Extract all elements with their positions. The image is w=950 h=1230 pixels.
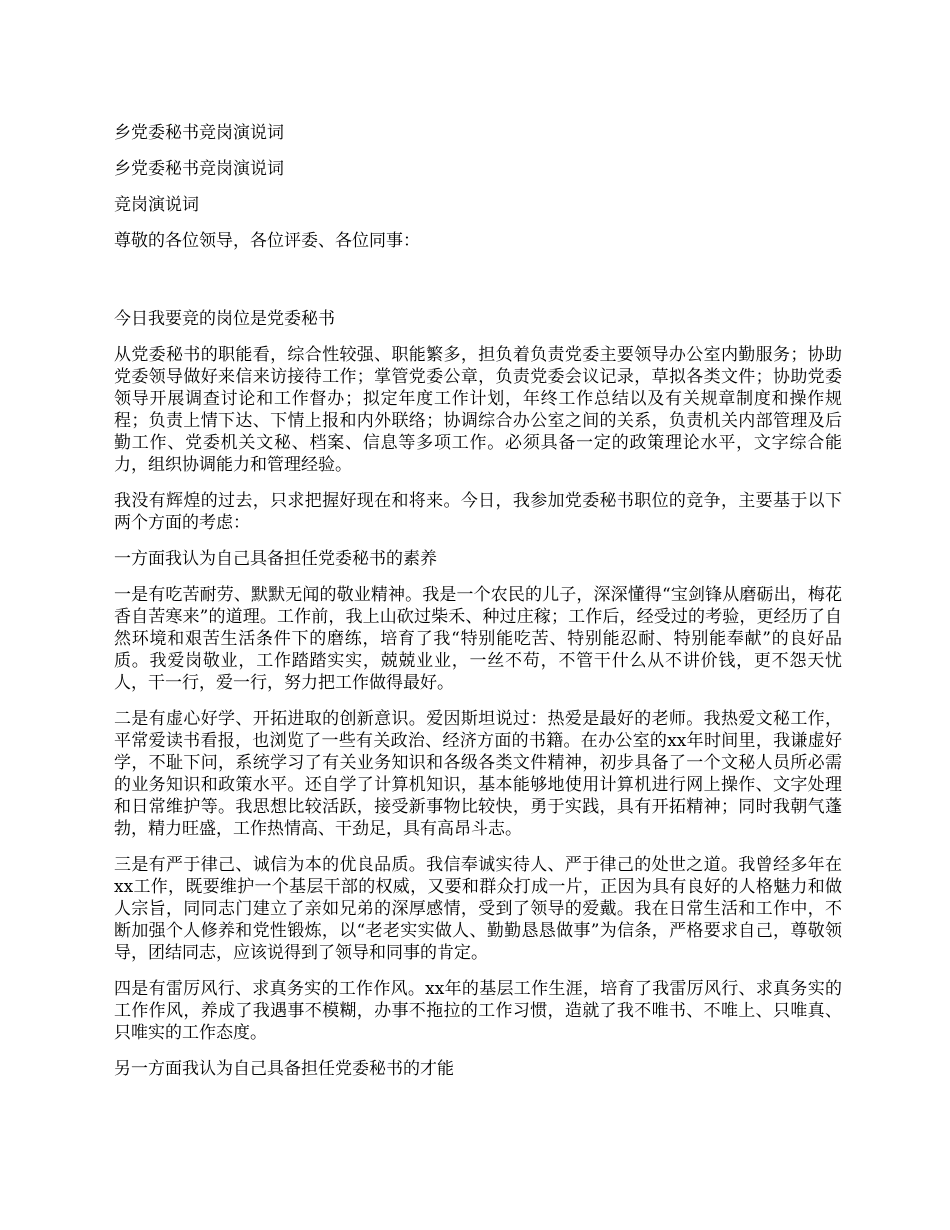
paragraph-point-four: 四是有雷厉风行、求真务实的工作作风。xx年的基层工作生涯，培育了我雷厉风行、求真务实的工作作风，养成了我遇事不模糊，办事不拖拉的工作习惯，造就了我不唯书、不唯上、只唯真、只唯实的工作态度。 bbox=[114, 979, 842, 1043]
document-subtitle: 乡党委秘书竞岗演说词 bbox=[114, 159, 284, 179]
paragraph-section-ability: 另一方面我认为自己具备担任党委秘书的才能 bbox=[114, 1059, 454, 1079]
document-title: 乡党委秘书竞岗演说词 bbox=[114, 123, 284, 143]
paragraph-point-one: 一是有吃苦耐劳、默默无闻的敬业精神。我是一个农民的儿子，深深懂得“宝剑锋从磨砺出，梅花香自苦寒来”的道理。工作前，我上山砍过柴禾、种过庄稼；工作后，经受过的考验，更经历了自然环境和艰苦生活条件下的磨练，培育了我“特别能吃苦、特别能忍耐、特别能奉献”的良好品质。我爱岗敬业，工作踏踏实实，兢兢业业，一丝不苟，不管干什么从不讲价钱，更不怨天忧人，干一行，爱一行，努力把工作做得最好。 bbox=[114, 585, 842, 693]
document-page bbox=[114, 122, 842, 1094]
document-heading: 竞岗演说词 bbox=[114, 195, 199, 215]
paragraph-point-two: 二是有虚心好学、开拓进取的创新意识。爱因斯坦说过：热爱是最好的老师。我热爱文秘工作，平常爱读书看报，也浏览了一些有关政治、经济方面的书籍。在办公室的xx年时间里，我谦虚好学，不耻下问，系统学习了有关业务知识和各级各类文件精神，初步具备了一个文秘人员所必需的业务知识和政策水平。还自学了计算机知识，基本能够地使用计算机进行网上操作、文字处理和日常维护等。我思想比较活跃，接受新事物比较快，勇于实践，具有开拓精神；同时我朝气蓬勃，精力旺盛，工作热情高、干劲足，具有高昂斗志。 bbox=[114, 709, 842, 839]
paragraph-position: 今日我要竞的岗位是党委秘书 bbox=[114, 309, 335, 329]
paragraph-duties: 从党委秘书的职能看，综合性较强、职能繁多，担负着负责党委主要领导办公室内勤服务；协助党委领导做好来信来访接待工作；掌管党委公章，负责党委会议记录，草拟各类文件；协助党委领导开展调查讨论和工作督办；拟定年度工作计划，年终工作总结以及有关规章制度和操作规程；负责上情下达、下情上报和内外联络；协调综合办公室之间的关系，负责机关内部管理及后勤工作、党委机关文秘、档案、信息等多项工作。必须具备一定的政策理论水平，文字综合能力，组织协调能力和管理经验。 bbox=[114, 345, 842, 475]
paragraph-point-three: 三是有严于律己、诚信为本的优良品质。我信奉诚实待人、严于律己的处世之道。我曾经多年在xx工作，既要维护一个基层干部的权威，又要和群众打成一片，正因为具有良好的人格魅力和做人宗旨，同同志门建立了亲如兄弟的深厚感情，受到了领导的爱戴。我在日常生活和工作中，不断加强个人修养和党性锻炼，以“老老实实做人、勤勤恳恳做事”为信条，严格要求自己，尊敬领导，团结同志，应该说得到了领导和同事的肯定。 bbox=[114, 855, 842, 963]
paragraph-section-quality: 一方面我认为自己具备担任党委秘书的素养 bbox=[114, 549, 437, 569]
salutation: 尊敬的各位领导，各位评委、各位同事： bbox=[114, 231, 420, 251]
paragraph-intro: 我没有辉煌的过去，只求把握好现在和将来。今日，我参加党委秘书职位的竞争，主要基于以下两个方面的考虑： bbox=[114, 491, 842, 533]
